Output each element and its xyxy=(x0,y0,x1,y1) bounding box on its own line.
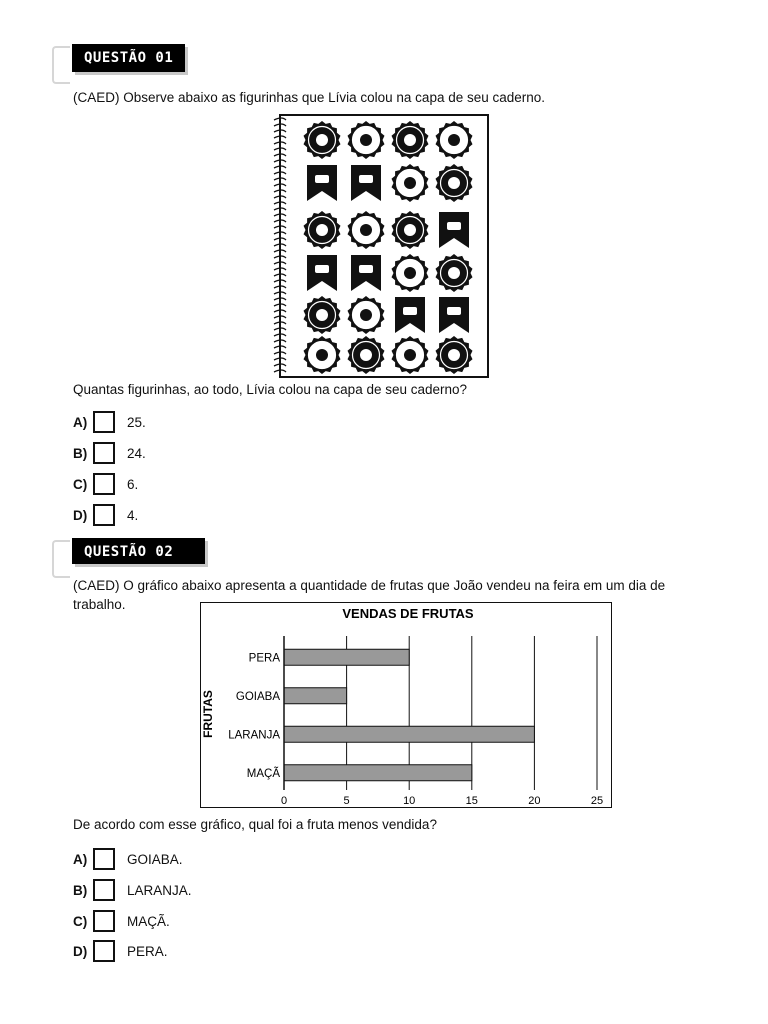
tick-label: 5 xyxy=(343,795,350,807)
clip-icon xyxy=(52,46,70,84)
option-letter: D) xyxy=(73,943,88,959)
option-letter: B) xyxy=(73,882,88,898)
option-checkbox[interactable] xyxy=(93,848,115,870)
question-1-tag: QUESTÃO 01 xyxy=(72,44,185,72)
q1-option-c[interactable] xyxy=(73,472,138,496)
option-letter: A) xyxy=(73,414,88,430)
bar xyxy=(284,765,472,781)
bar xyxy=(284,726,534,742)
question-2-text: De acordo com esse gráfico, qual foi a fruta menos vendida? xyxy=(73,817,437,832)
option-checkbox[interactable] xyxy=(93,504,115,526)
q1-option-d[interactable] xyxy=(73,503,138,527)
option-checkbox[interactable] xyxy=(93,879,115,901)
category-label: LARANJA xyxy=(228,729,280,742)
bar xyxy=(284,688,347,704)
category-label: PERA xyxy=(248,652,280,665)
option-letter: D) xyxy=(73,507,88,523)
question-2-prompt-line1: (CAED) O gráfico abaixo apresenta a quantidade de frutas que João vendeu na feira em um dia de xyxy=(73,578,666,593)
q2-option-b[interactable] xyxy=(73,878,192,902)
chart-title: VENDAS DE FRUTAS xyxy=(342,606,474,621)
option-letter: C) xyxy=(73,913,88,929)
q2-option-d[interactable] xyxy=(73,939,168,963)
option-text: GOIABA. xyxy=(127,851,183,867)
option-text: 4. xyxy=(127,507,139,523)
option-checkbox[interactable] xyxy=(93,910,115,932)
option-text: 24. xyxy=(127,445,146,461)
tick-label: 10 xyxy=(403,795,416,807)
clip-icon xyxy=(52,540,70,578)
option-text: MAÇÃ. xyxy=(127,913,170,929)
option-checkbox[interactable] xyxy=(93,940,115,962)
tick-label: 20 xyxy=(528,795,541,807)
question-2-prompt-line2: trabalho. xyxy=(73,597,126,612)
bar xyxy=(284,649,409,665)
option-text: LARANJA. xyxy=(127,882,192,898)
q2-option-c[interactable] xyxy=(73,909,170,933)
option-text: 6. xyxy=(127,476,139,492)
fruit-sales-chart xyxy=(200,602,612,808)
option-letter: B) xyxy=(73,445,88,461)
notebook-illustration xyxy=(272,114,490,378)
q1-option-b[interactable] xyxy=(73,441,146,465)
option-letter: A) xyxy=(73,851,88,867)
q1-option-a[interactable] xyxy=(73,410,146,434)
option-checkbox[interactable] xyxy=(93,411,115,433)
q2-option-a[interactable] xyxy=(73,847,183,871)
category-label: MAÇÃ xyxy=(246,767,280,780)
chart-y-axis-label: FRUTAS xyxy=(201,690,215,738)
question-2-tag: QUESTÃO 02 xyxy=(72,538,205,564)
option-letter: C) xyxy=(73,476,88,492)
tick-label: 0 xyxy=(280,795,288,807)
tick-label: 25 xyxy=(590,795,604,807)
option-text: 25. xyxy=(127,414,146,430)
category-label: GOIABA xyxy=(235,690,280,703)
option-checkbox[interactable] xyxy=(93,442,115,464)
option-checkbox[interactable] xyxy=(93,473,115,495)
question-1-text: Quantas figurinhas, ao todo, Lívia colou na capa de seu caderno? xyxy=(73,382,468,397)
option-text: PERA. xyxy=(127,943,168,959)
question-1-prompt: (CAED) Observe abaixo as figurinhas que Lívia colou na capa de seu caderno. xyxy=(73,90,546,105)
tick-label: 15 xyxy=(465,795,478,807)
